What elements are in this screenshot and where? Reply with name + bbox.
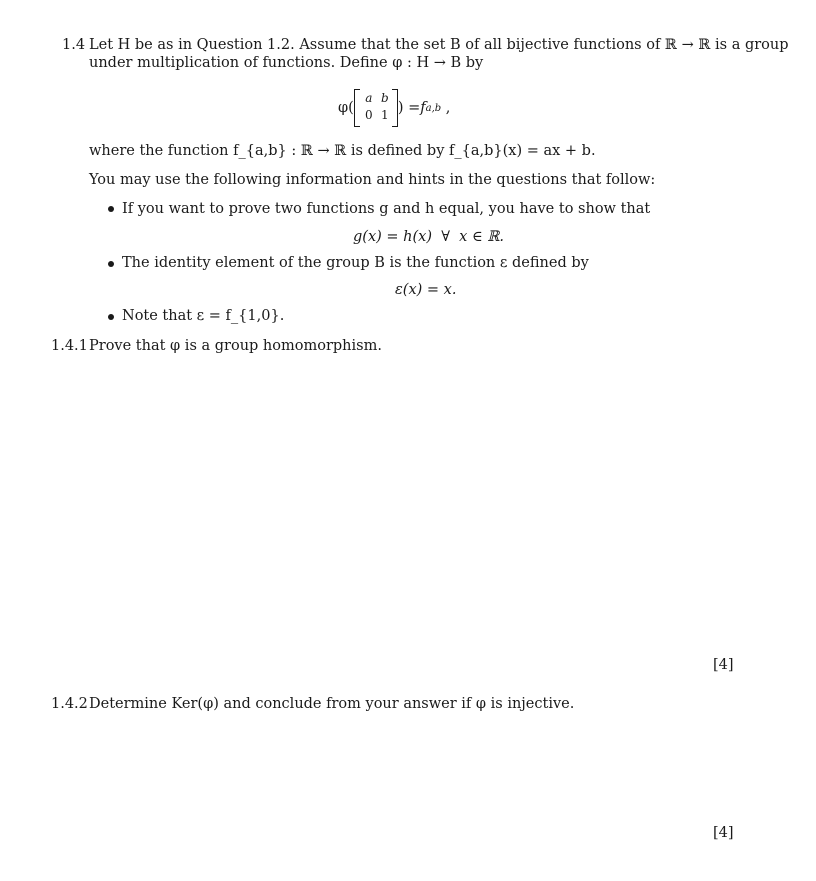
f-symbol: f [420, 100, 426, 116]
f-subscript: a,b [425, 102, 442, 114]
matrix-one: 1 [380, 108, 389, 122]
question-number: 1.4.1 [51, 338, 88, 354]
matrix-zero: 0 [364, 108, 373, 122]
hints-intro: You may use the following information and hints in the questions that follow: [89, 172, 656, 188]
question-text: Determine Ker(φ) and conclude from your answer if φ is injective. [89, 696, 575, 712]
question-text: Prove that φ is a group homomorphism. [89, 338, 382, 354]
question-number: 1.4.2 [51, 696, 88, 712]
marks-label: [4] [713, 825, 734, 841]
question-number: 1.4 [62, 37, 86, 53]
equation-identity: ε(x) = x. [395, 282, 457, 298]
phi-lhs: φ( [338, 100, 354, 116]
phi-definition-equation [338, 89, 450, 127]
question-text-line-2: under multiplication of functions. Define φ : H → B by [89, 55, 484, 71]
bullet-dot [108, 314, 114, 320]
question-text-line-1: Let H be as in Question 1.2. Assume that the set B of all bijective functions of ℝ → ℝ is a group [89, 37, 789, 53]
hint-bullet-1: If you want to prove two functions g and h equal, you have to show that [122, 201, 651, 217]
equation-g-equals-h: g(x) = h(x) ∀ x ∈ ℝ. [353, 229, 504, 245]
matrix-a: a [365, 91, 373, 105]
matrix-b: b [380, 91, 389, 105]
bullet-dot [108, 206, 114, 212]
matrix [354, 89, 398, 127]
bullet-dot [108, 261, 114, 267]
hint-bullet-3: Note that ε = f_{1,0}. [122, 308, 285, 324]
equation-comma: , [441, 100, 451, 116]
where-line: where the function f_{a,b} : ℝ → ℝ is defined by f_{a,b}(x) = ax + b. [89, 143, 596, 159]
hint-bullet-2: The identity element of the group B is the function ε defined by [122, 255, 589, 271]
marks-label: [4] [713, 657, 734, 673]
phi-rhs: ) = [397, 100, 421, 116]
